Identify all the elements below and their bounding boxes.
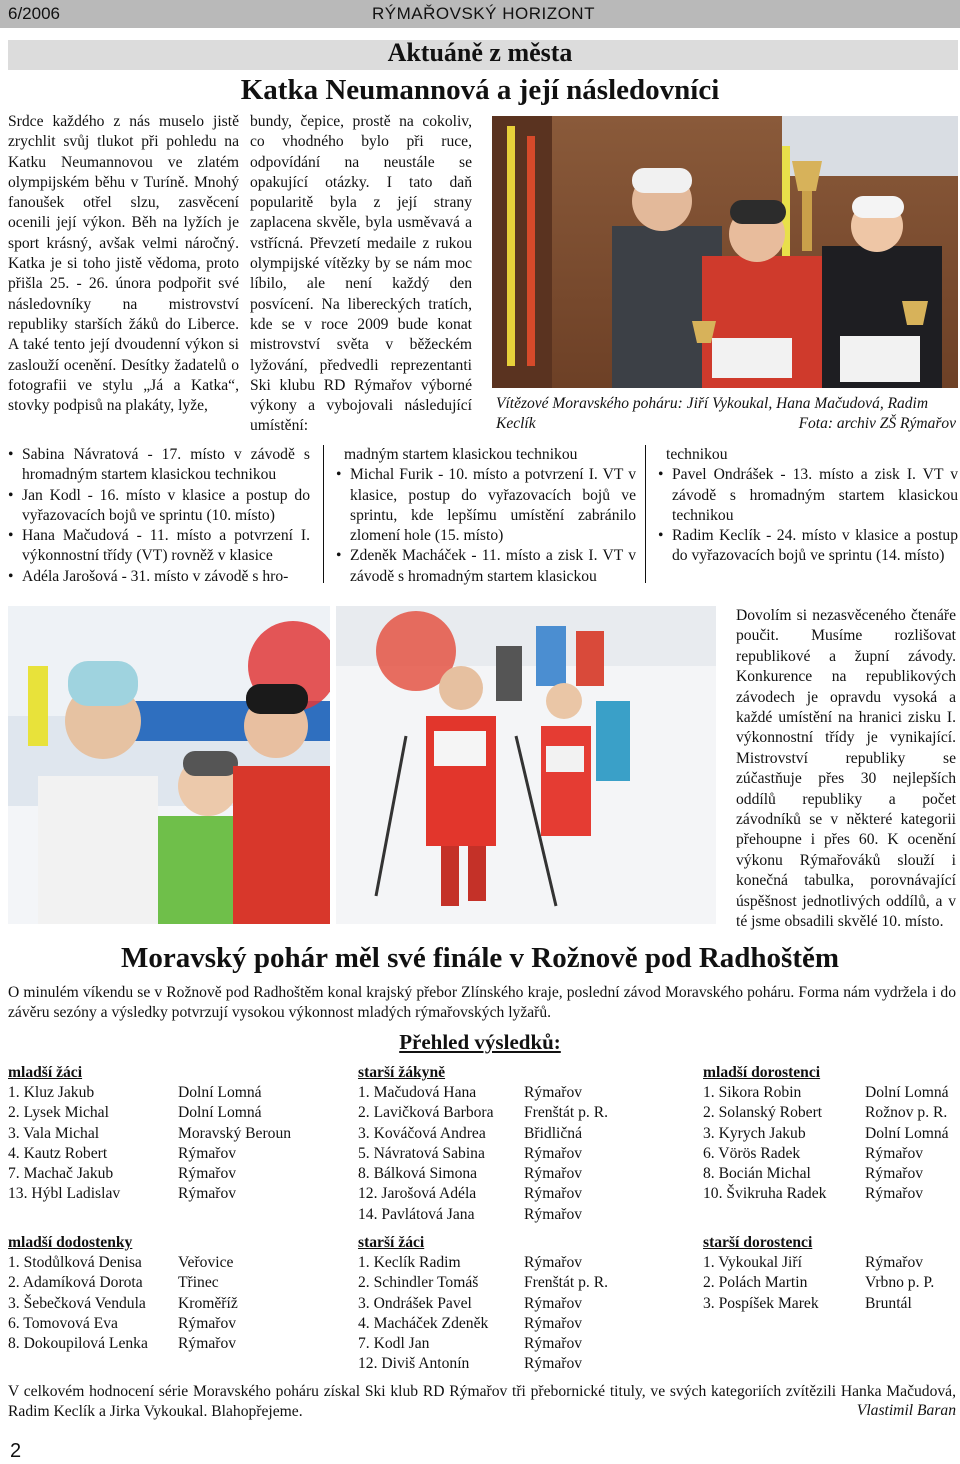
result-row: 5. Návratová Sabina Rýmařov: [358, 1144, 583, 1162]
placement-item: • Hana Mačudová - 11. místo a potvrzení I. výkonnostní třídy (VT) rovněž v klasice: [8, 526, 310, 567]
result-row: 1. Mačudová Hana Rýmařov: [358, 1084, 583, 1101]
result-row: 2. Lavičková Barbora Frenštát p. R.: [358, 1104, 609, 1122]
result-row: 1. Vykoukal Jiří Rýmařov: [703, 1254, 924, 1271]
result-row: 3. Šebečková Vendula Kroměříž: [8, 1294, 238, 1312]
group-title: starší dorostenci: [703, 1234, 813, 1251]
result-row: 1. Sikora Robin Dolní Lomná: [703, 1084, 949, 1101]
article1-column-2: [250, 112, 472, 437]
result-row: 10. Švikruha Radek Rýmařov: [703, 1185, 924, 1203]
result-row: 2. Adamíková Dorota Třinec: [8, 1274, 219, 1292]
result-row: 1. Kluz Jakub Dolní Lomná: [8, 1084, 262, 1101]
article1-text-1: Srdce každého z nás muselo jistě zrychlit svůj tlukot při pohledu na Katku Neumannovou ve zlatém olympijském běhu v Turíně. Mnohý fanoušek otřel slzu, zasvěcení ocenili její výkon. Běh na lyžích je sport krásný, avšak velmi náročný. Katka je si toho jistě vědoma, proto přišla 25. - 26. února podpořit své následovníky na mistrovství republiky starších žáků do Liberce. A také tento její dvoudenní výkon si zaslouží ocenění. Desítky žadatelů o fotografii ve stylu „Já a Katka“, stovky podpisů na plakáty, lyže,: [8, 113, 239, 415]
result-row: 1. Keclík Radim Rýmařov: [358, 1254, 583, 1271]
result-row: 3. Ondrášek Pavel Rýmařov: [358, 1294, 583, 1312]
page-number: 2: [10, 1440, 22, 1462]
results-group-starsi-zaci: [358, 1234, 688, 1375]
result-row: 13. Hýbl Ladislav Rýmařov: [8, 1185, 237, 1203]
placement-item: • Jan Kodl - 16. místo v klasice a postup do vyřazovacích bojů ve sprintu (10. místo): [8, 486, 310, 527]
results-group-mladsi-dorostenci: [703, 1064, 958, 1205]
group-title: starší žákyně: [358, 1064, 446, 1081]
column-divider: [323, 445, 324, 583]
sidebar-column: [736, 606, 956, 933]
caption-text: Vítězové Moravského poháru: Jiří Vykoukal, Hana Mačudová, Radim Keclík: [496, 395, 929, 432]
winners-photo: [492, 116, 958, 388]
result-row: 4. Kautz Robert Rýmařov: [8, 1144, 237, 1162]
result-row: 3. Pospíšek Marek Bruntál: [703, 1294, 912, 1312]
race-photo: [336, 606, 716, 924]
placement-continuation: madným startem klasickou technikou: [344, 446, 578, 463]
article1-column-1: [8, 112, 239, 416]
placement-continuation: technikou: [666, 446, 728, 463]
results-group-starsi-zakyne: [358, 1064, 688, 1225]
result-row: 8. Bocián Michal Rýmařov: [703, 1165, 924, 1183]
placement-item: • Michal Furik - 10. místo a potvrzení I. VT v klasice, postup do vyřazovacích bojů ve sprintu, kde lepšímu umístění zabránilo zlomení hole (15. místo): [336, 465, 636, 546]
column-divider: [645, 445, 646, 583]
result-row: 3. Vala Michal Moravský Beroun: [8, 1124, 292, 1142]
results-heading: Přehled výsledků:: [399, 1030, 561, 1054]
group-title: mladší dodostenky: [8, 1234, 133, 1251]
author: Vlastimil Baran: [856, 1402, 956, 1419]
result-row: 2. Solanský Robert Rožnov p. R.: [703, 1104, 948, 1122]
issue-number: 6/2006: [8, 4, 60, 23]
placements-list-1: [8, 445, 310, 587]
group-title: mladší žáci: [8, 1064, 83, 1081]
result-row: 3. Kyrych Jakub Dolní Lomná: [703, 1124, 949, 1142]
article2-title: Moravský pohár měl své finále v Rožnově pod Radhoštěm: [120, 942, 840, 974]
placement-item: • Sabina Návratová - 17. místo v závodě s hromadným startem klasickou technikou: [8, 445, 310, 486]
result-row: 3. Kováčová Andrea Břidličná: [358, 1124, 583, 1142]
article1-text-2: bundy, čepice, prostě na cokoliv, co vhodného bylo při ruce, odpovídání na neustále se opakující otázky. I tato daň popularitě byla z její strany zaplacena skvěle, byla usměvavá a vstřícná. Převzetí medaile z rukou olympijské vítězky by se nám moc líbilo, ale není každý den posvícení. Na libereckých tratích, kde se v roce 2009 bude konat mistrovství světa v běžeckém lyžování, předvedli reprezentanti Ski klubu RD Rýmařov výborné výkony a vybojovali následující umístění:: [250, 113, 472, 435]
result-row: 12. Jarošová Adéla Rýmařov: [358, 1185, 583, 1203]
placement-item: • Adéla Jarošová - 31. místo v závodě s hro-: [8, 567, 310, 587]
result-row: 14. Pavlátová Jana Rýmařov: [358, 1205, 583, 1223]
section-title: Aktuáně z města: [387, 38, 573, 67]
result-row: 6. Tomovová Eva Rýmařov: [8, 1314, 237, 1332]
placement-item: • Zdeněk Macháček - 11. místo a zisk I. VT v závodě s hromadným startem klasickou: [336, 546, 636, 587]
sidebar-text: Dovolím si nezasvěceného čtenáře poučit. Musíme rozlišovat republikové a župní závody. Konkurence na republikových závodech je opravdu vysoká a každé umístění na hranici zisku I. výkonnostní třídy je vynikající. Mistrovství republiky se zúčastňuje přes 30 nejlepších oddílů republiky a počet závodníků se v některé kategorii přehoupne i přes 60. K ocenění výkonu Rýmařováků slouží i konečná tabulka, porovnávající úspěšnost jednotlivých oddílů, a v té jsme obsadili skvělé 10. místo.: [736, 607, 956, 931]
group-title: mladší dorostenci: [703, 1064, 821, 1081]
placement-item: • Radim Keclík - 24. místo v klasice a postup do vyřazovacích bojů ve sprintu (14. místo): [658, 526, 958, 567]
placements-list-2: [336, 445, 636, 587]
result-row: 6. Vörös Radek Rýmařov: [703, 1144, 924, 1162]
fans-photo: [8, 606, 330, 924]
group-title: starší žáci: [358, 1234, 425, 1251]
newspaper-name: RÝMAŘOVSKÝ HORIZONT: [372, 4, 595, 23]
results-group-mladsi-dodostenky: [8, 1234, 328, 1354]
result-row: 4. Macháček Zdeněk Rýmařov: [358, 1314, 583, 1332]
results-group-starsi-dorostenci: [703, 1234, 958, 1314]
result-row: 7. Kodl Jan Rýmařov: [358, 1335, 583, 1353]
closing-text: V celkovém hodnocení série Moravského poháru získal Ski klub RD Rýmařov tři přebornické tituly, ve svých kategoriích zvítězili Hanka Mačudová, Radim Keclík a Jirka Vykoukal. Blahopřejeme.: [8, 1383, 956, 1421]
article2-lead: O minulém víkendu se v Rožnově pod Radhoštěm konal krajský přebor Zlínského kraje, poslední závod Moravského poháru. Forma nám vydržela i do závěru sezóny a výsledky potvrzují vysokou výkonnost mladých rýmařovských lyžařů.: [8, 984, 956, 1022]
result-row: 2. Polách Martin Vrbno p. P.: [703, 1274, 935, 1292]
result-row: 2. Lysek Michal Dolní Lomná: [8, 1104, 262, 1122]
placements-list-3: [658, 445, 958, 567]
article1-title: Katka Neumannová a její následovníci: [240, 74, 720, 106]
placement-item: • Pavel Ondrášek - 13. místo a zisk I. VT v závodě s hromadným startem klasickou technikou: [658, 465, 958, 526]
result-row: 2. Schindler Tomáš Frenštát p. R.: [358, 1274, 609, 1292]
page-header-bar: [0, 0, 960, 28]
result-row: 12. Diviš Antonín Rýmařov: [358, 1355, 583, 1373]
photo-credit: Fota: archiv ZŠ Rýmařov: [798, 415, 956, 432]
result-row: 1. Stodůlková Denisa Veřovice: [8, 1254, 234, 1271]
result-row: 8. Bálková Simona Rýmařov: [358, 1165, 583, 1183]
result-row: 8. Dokoupilová Lenka Rýmařov: [8, 1335, 237, 1353]
results-group-mladsi-zaci: [8, 1064, 328, 1205]
result-row: 7. Machač Jakub Rýmařov: [8, 1165, 237, 1183]
